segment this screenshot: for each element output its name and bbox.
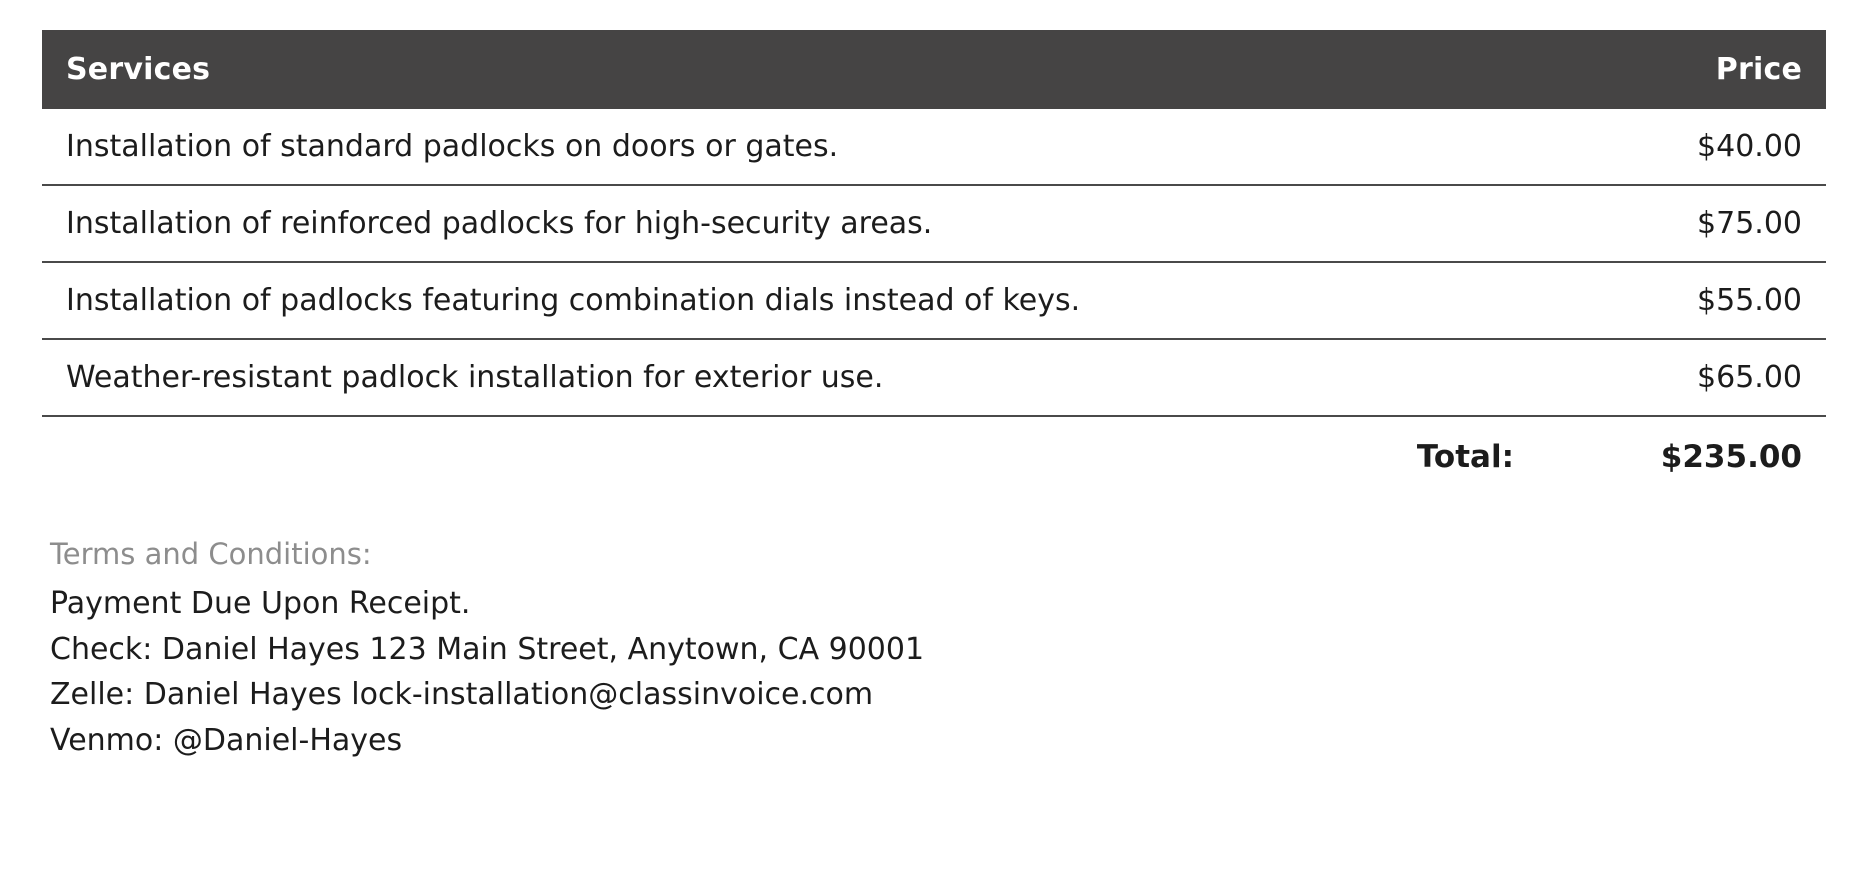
service-description: Installation of standard padlocks on doors or gates. <box>42 109 1538 185</box>
services-price-table <box>42 30 1826 495</box>
terms-line-check: Check: Daniel Hayes 123 Main Street, Anytown, CA 90001 <box>50 631 925 667</box>
table-row <box>42 185 1826 262</box>
terms-and-conditions-section <box>42 537 1826 763</box>
table-total-row <box>42 416 1826 495</box>
table-body <box>42 109 1826 495</box>
terms-line-payment: Payment Due Upon Receipt. <box>50 586 471 621</box>
total-value: $235.00 <box>1660 439 1802 475</box>
table-row <box>42 262 1826 339</box>
table-header <box>42 30 1826 109</box>
total-label: Total: <box>1416 439 1514 475</box>
table-row <box>42 109 1826 185</box>
service-description: Installation of reinforced padlocks for high-security areas. <box>42 185 1538 262</box>
service-price: $75.00 <box>1538 185 1826 262</box>
service-price: $55.00 <box>1538 262 1826 339</box>
service-price: $40.00 <box>1538 109 1826 185</box>
terms-line-venmo: Venmo: @Daniel-Hayes <box>50 722 403 758</box>
column-header-price: Price <box>1538 30 1826 109</box>
terms-line-zelle: Zelle: Daniel Hayes lock-installation@classinvoice.com <box>50 677 874 713</box>
service-description: Installation of padlocks featuring combination dials instead of keys. <box>42 262 1538 339</box>
terms-heading: Terms and Conditions: <box>50 537 372 571</box>
table-header-row <box>42 30 1826 109</box>
table-row <box>42 339 1826 416</box>
service-price: $65.00 <box>1538 339 1826 416</box>
column-header-services: Services <box>42 30 1538 109</box>
service-description: Weather-resistant padlock installation for exterior use. <box>42 339 1538 416</box>
